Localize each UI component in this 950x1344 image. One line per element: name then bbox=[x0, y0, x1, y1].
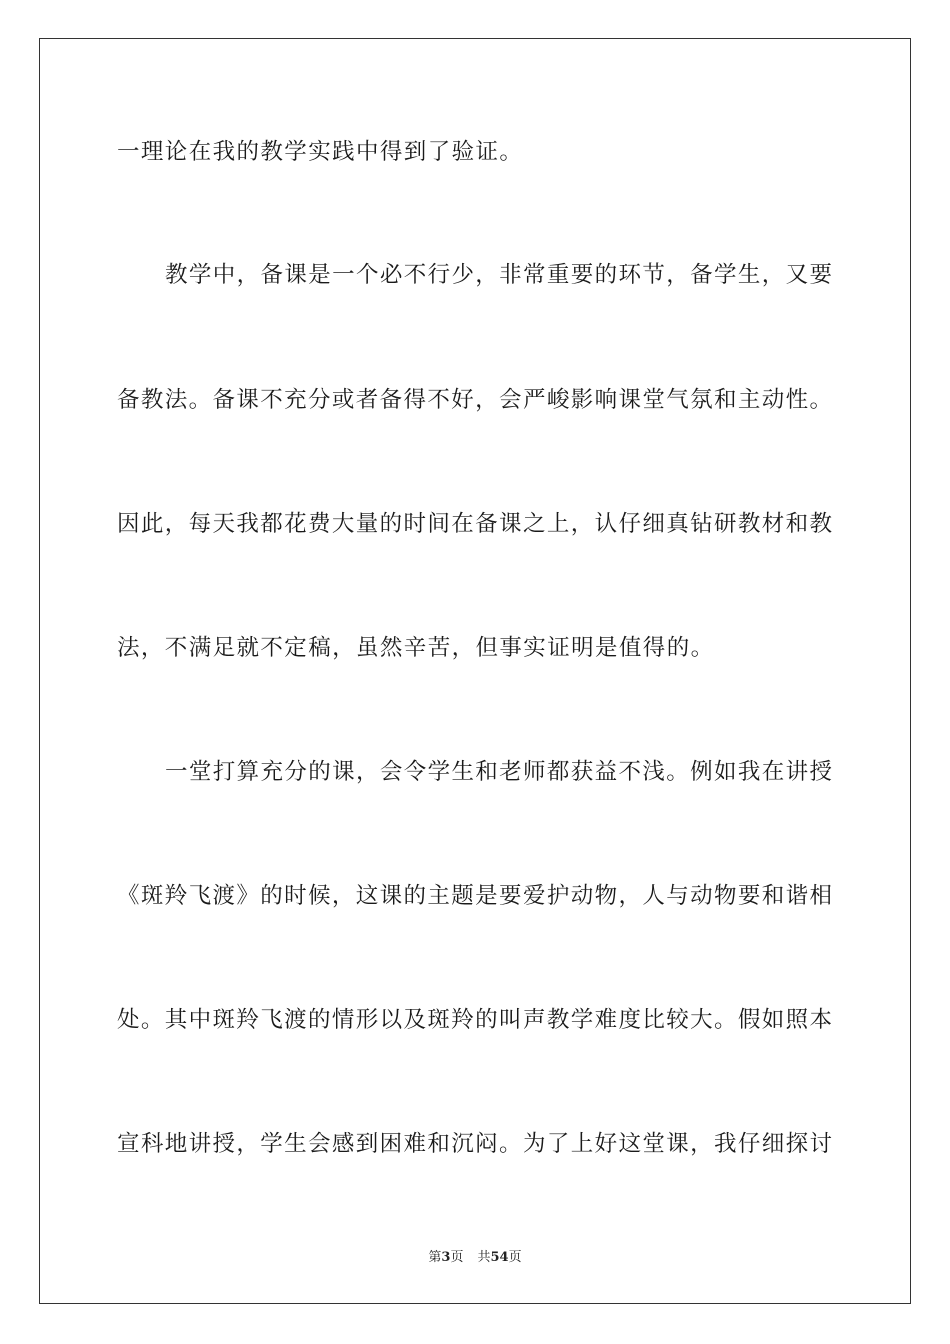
page-suffix: 页 bbox=[450, 1250, 464, 1265]
text-line-4: 因此，每天我都花费大量的时间在备课之上，认仔细真钻研教材和教 bbox=[117, 511, 832, 537]
page-footer bbox=[0, 1249, 950, 1267]
total-prefix: 共 bbox=[477, 1250, 491, 1265]
total-suffix: 页 bbox=[508, 1250, 522, 1265]
text-line-7: 《斑羚飞渡》的时候，这课的主题是要爱护动物，人与动物要和谐相 bbox=[117, 883, 832, 909]
page-border bbox=[39, 38, 911, 1304]
page-prefix: 第 bbox=[428, 1250, 442, 1265]
text-line-5: 法，不满足就不定稿，虽然辛苦，但事实证明是值得的。 bbox=[117, 635, 715, 661]
text-line-1: 一理论在我的教学实践中得到了验证。 bbox=[117, 139, 524, 165]
total-pages: 54 bbox=[490, 1250, 509, 1265]
text-line-8: 处。其中斑羚飞渡的情形以及斑羚的叫声教学难度比较大。假如照本 bbox=[117, 1007, 832, 1033]
text-line-2: 教学中，备课是一个必不行少，非常重要的环节，备学生，又要 bbox=[165, 262, 832, 288]
text-line-3: 备教法。备课不充分或者备得不好，会严峻影响课堂气氛和主动性。 bbox=[117, 387, 832, 413]
page-number: 3 bbox=[441, 1250, 451, 1265]
text-line-9: 宣科地讲授，学生会感到困难和沉闷。为了上好这堂课，我仔细探讨 bbox=[117, 1131, 832, 1157]
text-line-6: 一堂打算充分的课，会令学生和老师都获益不浅。例如我在讲授 bbox=[165, 759, 832, 785]
